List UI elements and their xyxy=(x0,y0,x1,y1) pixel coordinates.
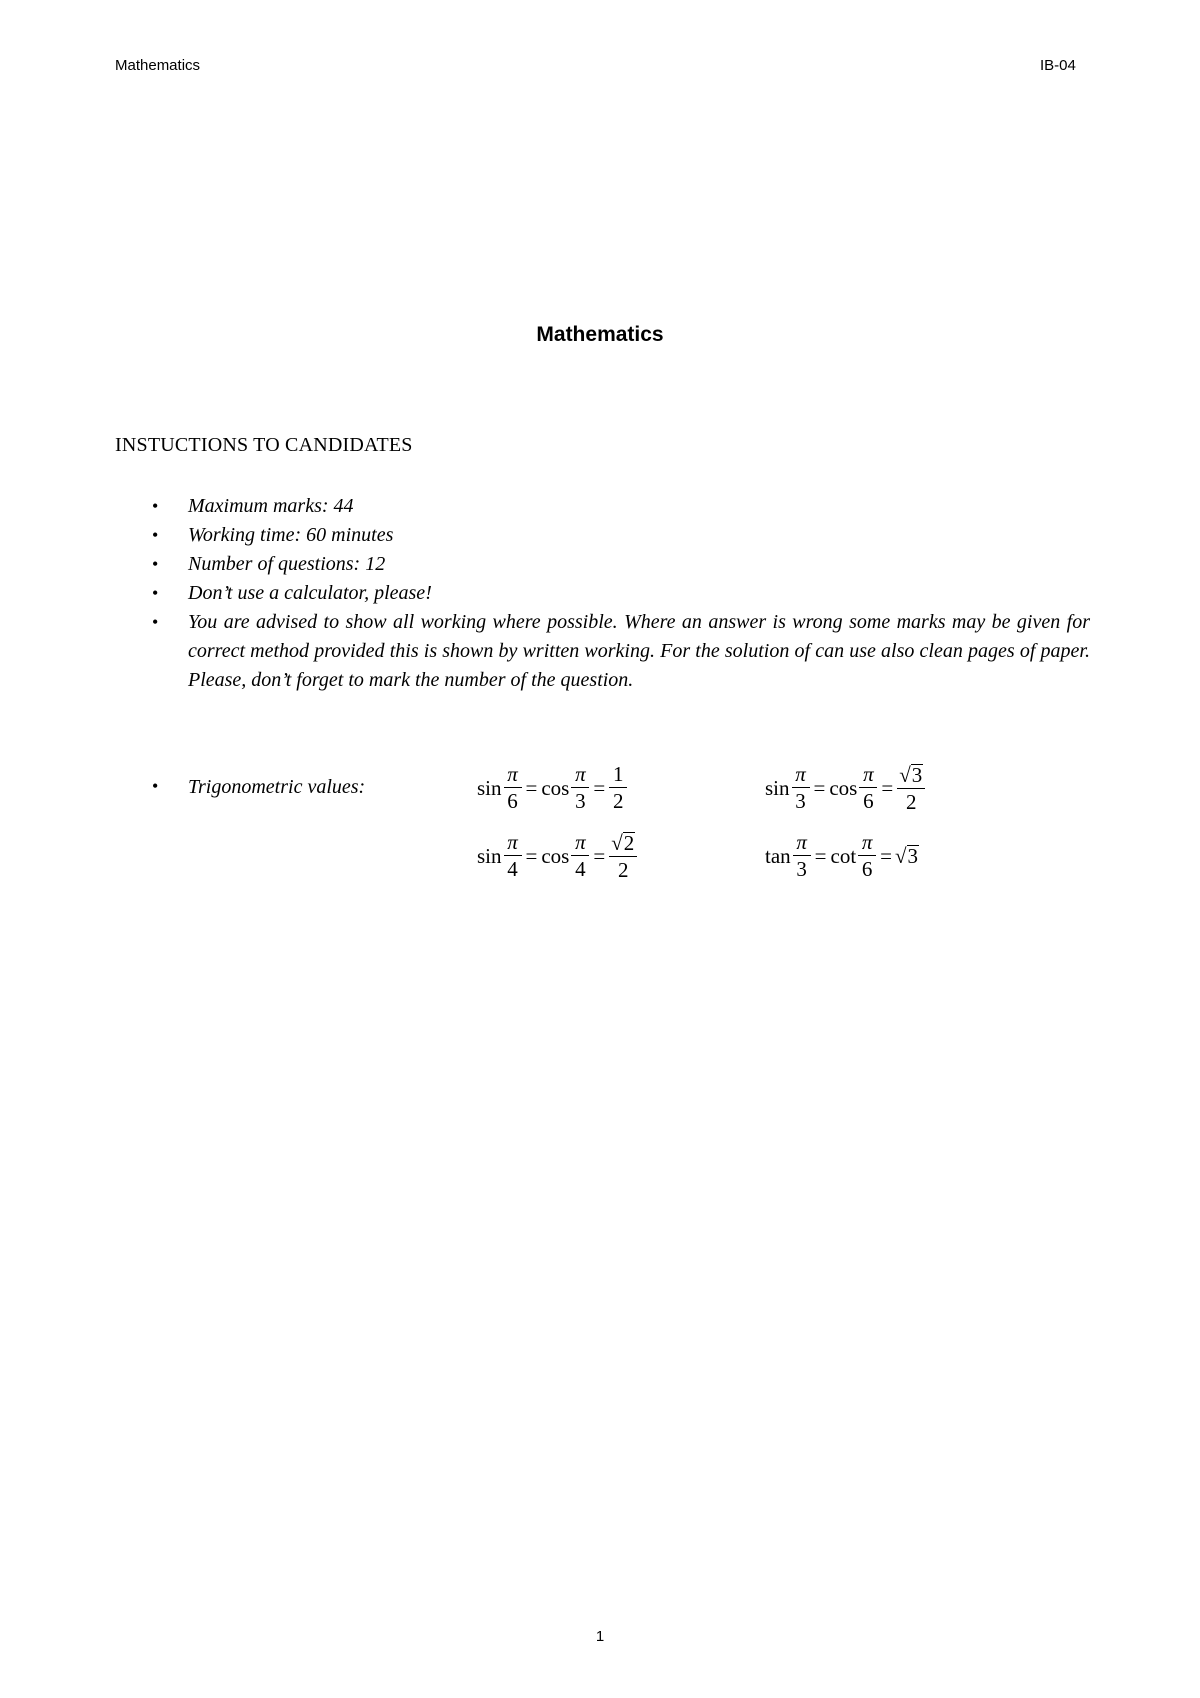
sqrt xyxy=(899,764,923,786)
fraction xyxy=(571,832,589,880)
equals: = xyxy=(525,775,538,800)
trig-formula-4 xyxy=(764,826,919,886)
bullet-dot: • xyxy=(152,776,159,796)
radical-sign: √ xyxy=(611,830,623,855)
fn-name: tan xyxy=(765,843,791,868)
fraction xyxy=(571,764,589,812)
numerator: 1 xyxy=(609,764,627,788)
sqrt xyxy=(611,832,635,854)
fraction xyxy=(504,764,522,812)
trig-formula-2 xyxy=(764,758,926,818)
sqrt xyxy=(895,845,919,867)
header-right: IB-04 xyxy=(1040,57,1076,74)
fraction xyxy=(504,832,522,880)
header-left: Mathematics xyxy=(115,57,201,74)
numerator: π xyxy=(571,764,589,788)
equals: = xyxy=(593,843,606,868)
fn-name: sin xyxy=(765,775,790,800)
trig-formula-3 xyxy=(476,826,638,886)
fn-name: cos xyxy=(541,843,570,868)
denominator: 2 xyxy=(905,789,917,814)
numerator: π xyxy=(504,832,522,856)
denominator: 3 xyxy=(796,857,807,881)
list-item: • Working time: 60 minutes xyxy=(115,521,1090,550)
list-item: • Number of questions: 12 xyxy=(115,550,1090,579)
page-number: 1 xyxy=(595,1628,605,1645)
trig-label: Trigonometric values: xyxy=(188,776,366,798)
numerator: π xyxy=(859,764,877,788)
radical-sign: √ xyxy=(899,762,911,787)
numerator xyxy=(897,764,925,789)
denominator: 3 xyxy=(795,789,806,813)
fraction xyxy=(858,832,876,880)
fraction xyxy=(609,832,637,881)
list-item: • Don’t use a calculator, please! xyxy=(115,579,1090,608)
fn-name: cos xyxy=(829,775,858,800)
list-item: • Maximum marks: 44 xyxy=(115,492,1090,521)
equals: = xyxy=(814,843,827,868)
numerator: π xyxy=(504,764,522,788)
denominator: 3 xyxy=(575,789,586,813)
equals: = xyxy=(593,775,606,800)
fraction xyxy=(609,764,627,812)
radicand: 3 xyxy=(907,844,919,868)
radicand: 3 xyxy=(911,762,923,787)
denominator: 4 xyxy=(575,857,586,881)
numerator: π xyxy=(793,832,811,856)
equals: = xyxy=(881,775,894,800)
denominator: 6 xyxy=(507,789,518,813)
equals: = xyxy=(880,843,892,868)
instructions-heading: INSTUCTIONS TO CANDIDATES xyxy=(115,434,413,456)
fraction xyxy=(793,832,811,880)
page-title: Mathematics xyxy=(536,323,664,346)
radical-sign: √ xyxy=(895,844,907,868)
fraction xyxy=(792,764,810,812)
equals: = xyxy=(813,775,826,800)
fn-name: cot xyxy=(830,843,857,868)
denominator: 6 xyxy=(863,789,874,813)
equals: = xyxy=(525,843,538,868)
numerator xyxy=(609,832,637,857)
fn-name: cos xyxy=(541,775,570,800)
denominator: 4 xyxy=(507,857,518,881)
fraction xyxy=(859,764,877,812)
numerator: π xyxy=(858,832,876,856)
list-item: • You are advised to show all working where possible. Where an answer is wrong some marks may be given for correct method provided this is shown by written working. For the solution of can use also clean pages of paper. Please, don’t forget to mark the number of the question. xyxy=(115,608,1090,695)
instructions-list xyxy=(115,492,1090,695)
numerator: π xyxy=(792,764,810,788)
denominator: 2 xyxy=(612,789,624,813)
fraction xyxy=(897,764,925,813)
radicand: 2 xyxy=(623,830,635,855)
denominator: 6 xyxy=(861,857,873,881)
numerator: π xyxy=(571,832,589,856)
trig-formula-1 xyxy=(476,758,628,818)
fn-name: sin xyxy=(477,775,502,800)
denominator: 2 xyxy=(617,857,629,882)
fn-name: sin xyxy=(477,843,502,868)
